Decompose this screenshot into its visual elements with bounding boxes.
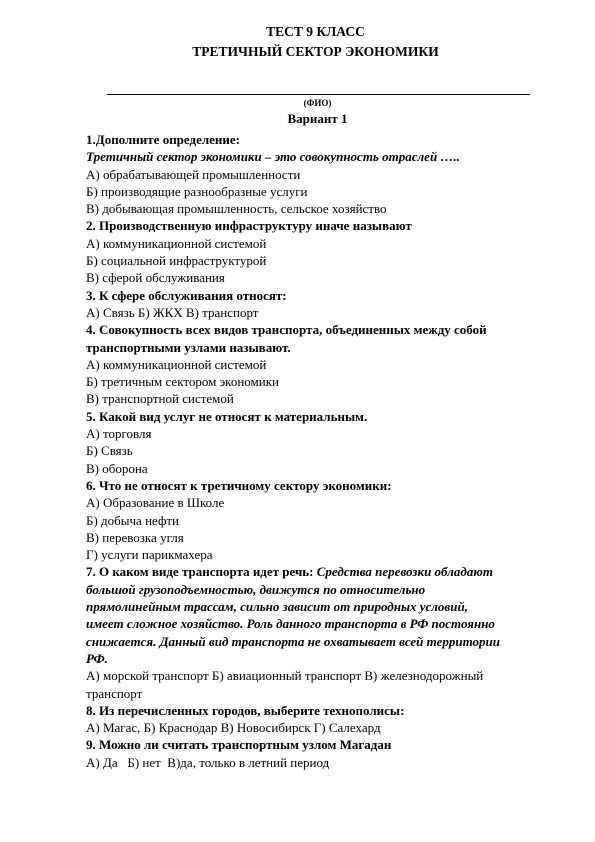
question-7-title: 7. О каком виде транспорта идет речь: xyxy=(86,564,314,580)
question-1-option-a: А) обрабатывающей промышленности xyxy=(86,166,301,182)
question-6-option-d: Г) услуги парикмахера xyxy=(86,547,213,563)
variant-label: Вариант 1 xyxy=(287,111,348,126)
question-1-prompt: Третичный сектор экономики – это совокупность отраслей ….. xyxy=(86,149,460,165)
question-2-option-b: Б) социальной инфраструктурой xyxy=(86,253,267,269)
question-6-option-a: А) Образование в Школе xyxy=(86,495,225,511)
fio-label: (ФИО) xyxy=(303,98,332,108)
question-9-options: А) Да Б) нет В)да, только в летний период xyxy=(86,754,330,770)
question-8-options: А) Магас, Б) Краснодар В) Новосибирск Г) Салехард xyxy=(86,720,381,736)
question-7-description-line-6: РФ. xyxy=(86,650,108,666)
question-1-option-c: В) добывающая промышленность, сельское хозяйство xyxy=(86,201,387,217)
question-2-option-c: В) сферой обслуживания xyxy=(86,270,225,286)
question-8-title: 8. Из перечисленных городов, выберите технополисы: xyxy=(86,702,405,718)
question-4-title-line-2: транспортными узлами называют. xyxy=(86,339,291,355)
question-4-option-a: А) коммуникационной системой xyxy=(86,356,267,372)
question-4-option-c: В) транспортной системой xyxy=(86,391,234,407)
question-1-title: 1.Дополните определение: xyxy=(86,132,241,147)
question-6-option-b: Б) добыча нефти xyxy=(86,512,180,528)
question-6-title: 6. Что не относят к третичному сектору экономики: xyxy=(86,477,392,493)
question-4-option-b: Б) третичным сектором экономики xyxy=(86,374,279,390)
question-5-option-b: Б) Связь xyxy=(86,443,133,459)
question-5-title: 5. Какой вид услуг не относят к материальным. xyxy=(86,408,368,424)
question-3-options: А) Связь Б) ЖКХ В) транспорт xyxy=(86,304,259,320)
question-7-description-line-4: имеет сложное хозяйство. Роль данного транспорта в РФ постоянно xyxy=(86,616,495,632)
question-2-option-a: А) коммуникационной системой xyxy=(86,235,267,251)
question-4-title-line-1: 4. Совокупность всех видов транспорта, объединенных между собой xyxy=(86,322,487,338)
name-underline xyxy=(107,94,530,95)
question-7-description-line-5: снижается. Данный вид транспорта не охватывает всей территории xyxy=(86,633,501,649)
test-title: ТЕСТ 9 КЛАСС xyxy=(266,24,365,39)
question-6-option-c: В) перевозка угля xyxy=(86,529,184,545)
question-7-description-line-1: Средства перевозки обладают xyxy=(316,564,493,580)
question-5-option-a: А) торговля xyxy=(86,426,152,442)
question-9-title: 9. Можно ли считать транспортным узлом Магадан xyxy=(86,737,392,753)
question-7-description-line-2: большой грузоподъемностью, движутся по относительно xyxy=(86,581,426,597)
question-2-title: 2. Производственную инфраструктуру иначе называют xyxy=(86,218,412,234)
question-3-title: 3. К сфере обслуживания относят: xyxy=(86,287,287,303)
question-1-option-b: Б) производящие разнообразные услуги xyxy=(86,183,308,199)
question-7-description-line-3: прямолинейным трассам, сильно зависит от природных условий, xyxy=(86,599,468,615)
questions-body xyxy=(86,131,518,771)
test-subtitle: ТРЕТИЧНЫЙ СЕКТОР ЭКОНОМИКИ xyxy=(192,44,439,59)
question-7-options-line-2: транспорт xyxy=(86,685,143,701)
question-5-option-c: В) оборона xyxy=(86,460,148,476)
question-7-options-line-1: А) морской транспорт Б) авиационный транспорт В) железнодорожный xyxy=(86,668,484,684)
